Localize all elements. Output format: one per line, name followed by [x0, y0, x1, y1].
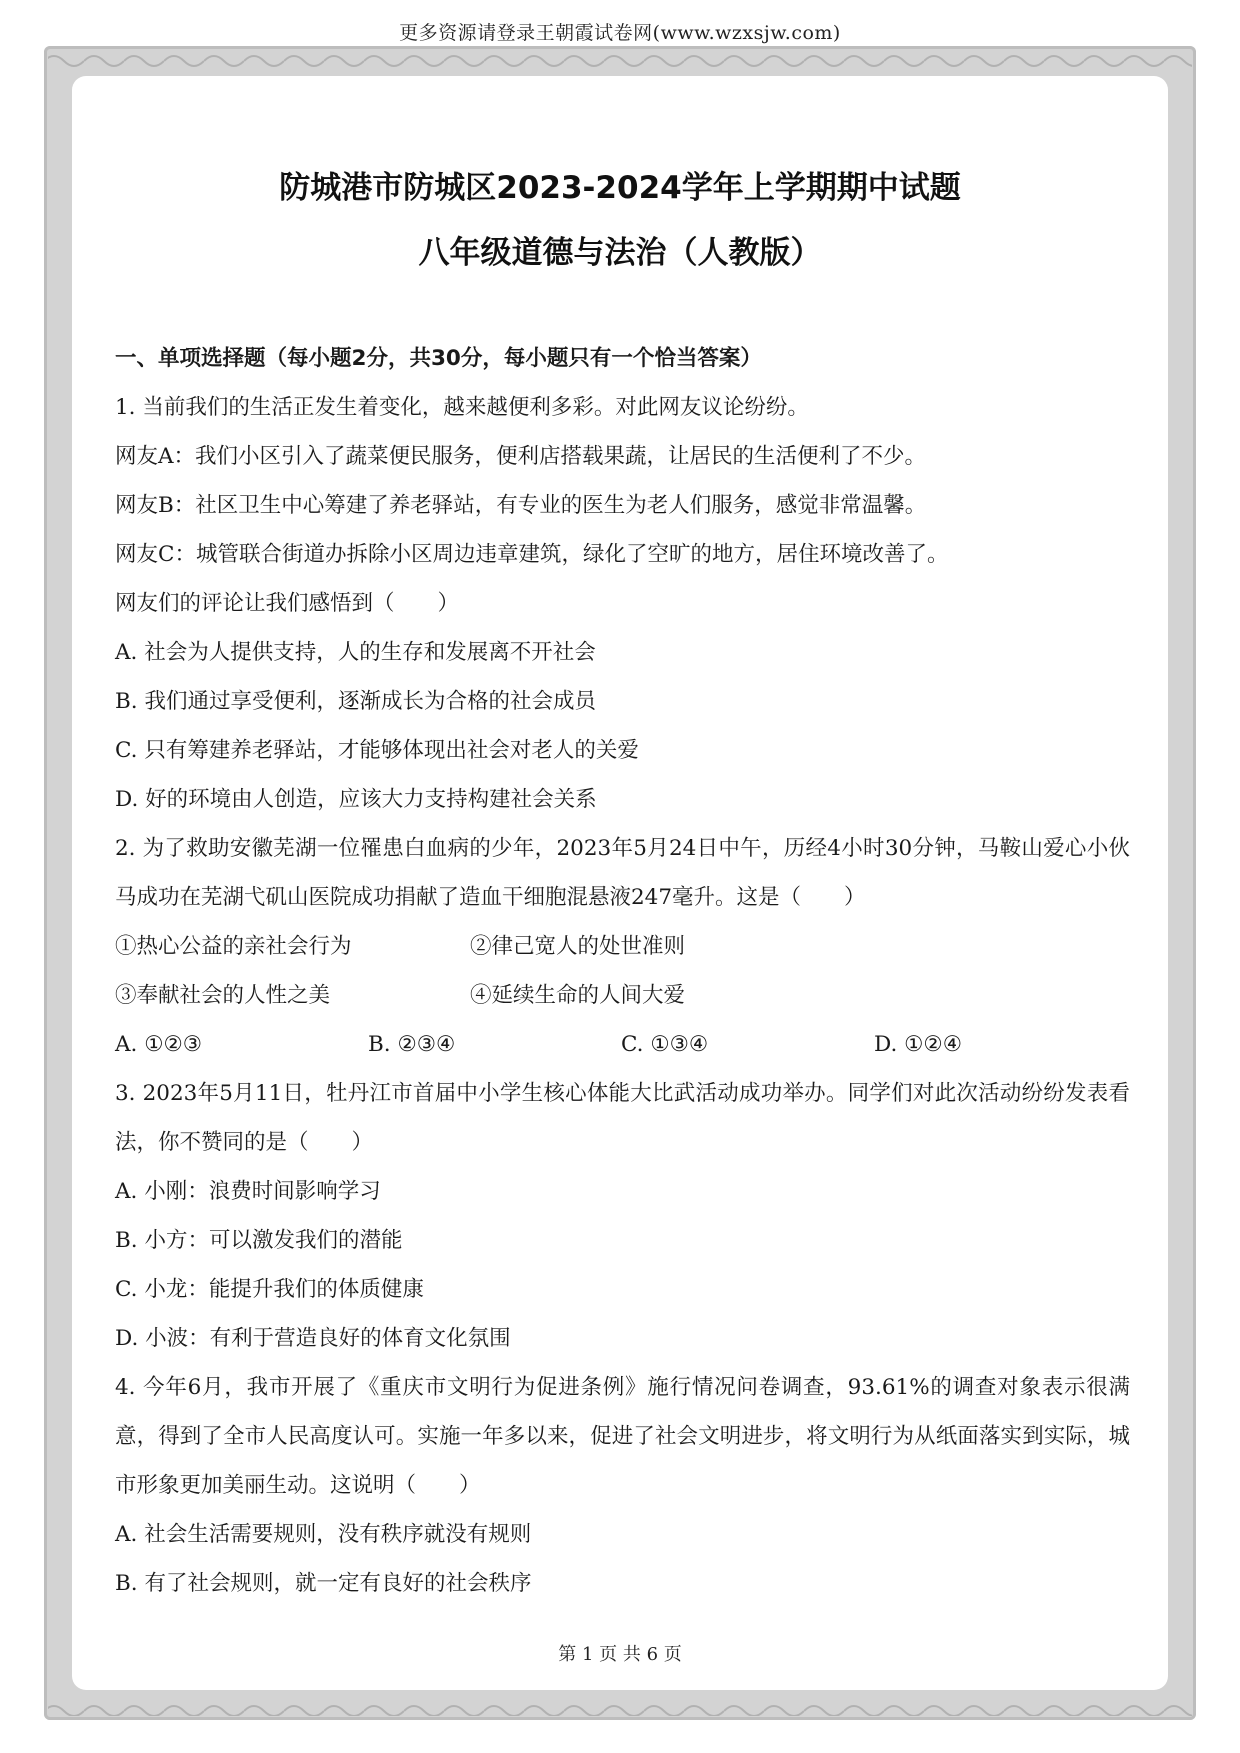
question-1-ask: 网友们的评论让我们感悟到（ ）: [115, 591, 460, 616]
question-2-option-a: A. ①②③: [115, 1032, 203, 1057]
question-1-option-c: C. 只有筹建养老驿站，才能够体现出社会对老人的关爱: [115, 738, 639, 763]
exam-title: 防城港市防城区2023-2024学年上学期期中试题: [279, 170, 961, 206]
question-4-stem: 4. 今年6月，我市开展了《重庆市文明行为促进条例》施行情况问卷调查，93.61%的调查对象表示很满意，得到了全市人民高度认可。实施一年多以来，促进了社会文明进步，将文明行为从纸面落实到实际，城市形象更加美丽生动。这说明（ ）: [115, 1375, 1130, 1498]
question-2-options: [115, 1020, 1130, 1069]
question-1-stem: 1. 当前我们的生活正发生着变化，越来越便利多彩。对此网友议论纷纷。: [115, 395, 809, 420]
question-2-item-1: ①热心公益的亲社会行为: [115, 934, 352, 959]
question-4-option-b: B. 有了社会规则，就一定有良好的社会秩序: [115, 1571, 532, 1596]
question-1-comment-b: 网友B：社区卫生中心筹建了养老驿站，有专业的医生为老人们服务，感觉非常温馨。: [115, 493, 927, 518]
site-banner: 更多资源请登录王朝霞试卷网(www.wzxsjw.com): [399, 22, 841, 44]
question-2-item-2: ②律己宽人的处世准则: [470, 934, 686, 959]
exam-subtitle: 八年级道德与法治（人教版）: [418, 235, 822, 271]
exam-content: [115, 334, 1130, 1608]
page-footer: 第 1 页 共 6 页: [558, 1644, 682, 1665]
question-2-item-4: ④延续生命的人间大爱: [470, 983, 686, 1008]
question-3-option-c: C. 小龙：能提升我们的体质健康: [115, 1277, 424, 1302]
question-2-option-c: C. ①③④: [621, 1032, 709, 1057]
question-4-option-a: A. 社会生活需要规则，没有秩序就没有规则: [115, 1522, 532, 1547]
question-2-option-b: B. ②③④: [368, 1032, 456, 1057]
question-2-items-row1: [115, 922, 1130, 971]
question-2-option-d: D. ①②④: [874, 1032, 962, 1057]
question-3-option-a: A. 小刚：浪费时间影响学习: [115, 1179, 381, 1204]
question-1-comment-a: 网友A：我们小区引入了蔬菜便民服务，便利店搭载果蔬，让居民的生活便利了不少。: [115, 444, 927, 469]
question-1-option-b: B. 我们通过享受便利，逐渐成长为合格的社会成员: [115, 689, 596, 714]
question-1-option-d: D. 好的环境由人创造，应该大力支持构建社会关系: [115, 787, 597, 812]
question-2-item-3: ③奉献社会的人性之美: [115, 983, 331, 1008]
question-2-stem: 2. 为了救助安徽芜湖一位罹患白血病的少年，2023年5月24日中午，历经4小时30分钟，马鞍山爱心小伙马成功在芜湖弋矶山医院成功捐献了造血干细胞混悬液247毫升。这是（ ）: [115, 836, 1130, 910]
question-3-option-b: B. 小方：可以激发我们的潜能: [115, 1228, 403, 1253]
question-1-comment-c: 网友C：城管联合街道办拆除小区周边违章建筑，绿化了空旷的地方，居住环境改善了。: [115, 542, 949, 567]
section-heading: 一、单项选择题（每小题2分，共30分，每小题只有一个恰当答案）: [115, 346, 762, 371]
question-1-option-a: A. 社会为人提供支持，人的生存和发展离不开社会: [115, 640, 596, 665]
question-3-stem: 3. 2023年5月11日，牡丹江市首届中小学生核心体能大比武活动成功举办。同学们对此次活动纷纷发表看法，你不赞同的是（ ）: [115, 1081, 1130, 1155]
question-3-option-d: D. 小波：有利于营造良好的体育文化氛围: [115, 1326, 511, 1351]
question-2-items-row2: [115, 971, 1130, 1020]
